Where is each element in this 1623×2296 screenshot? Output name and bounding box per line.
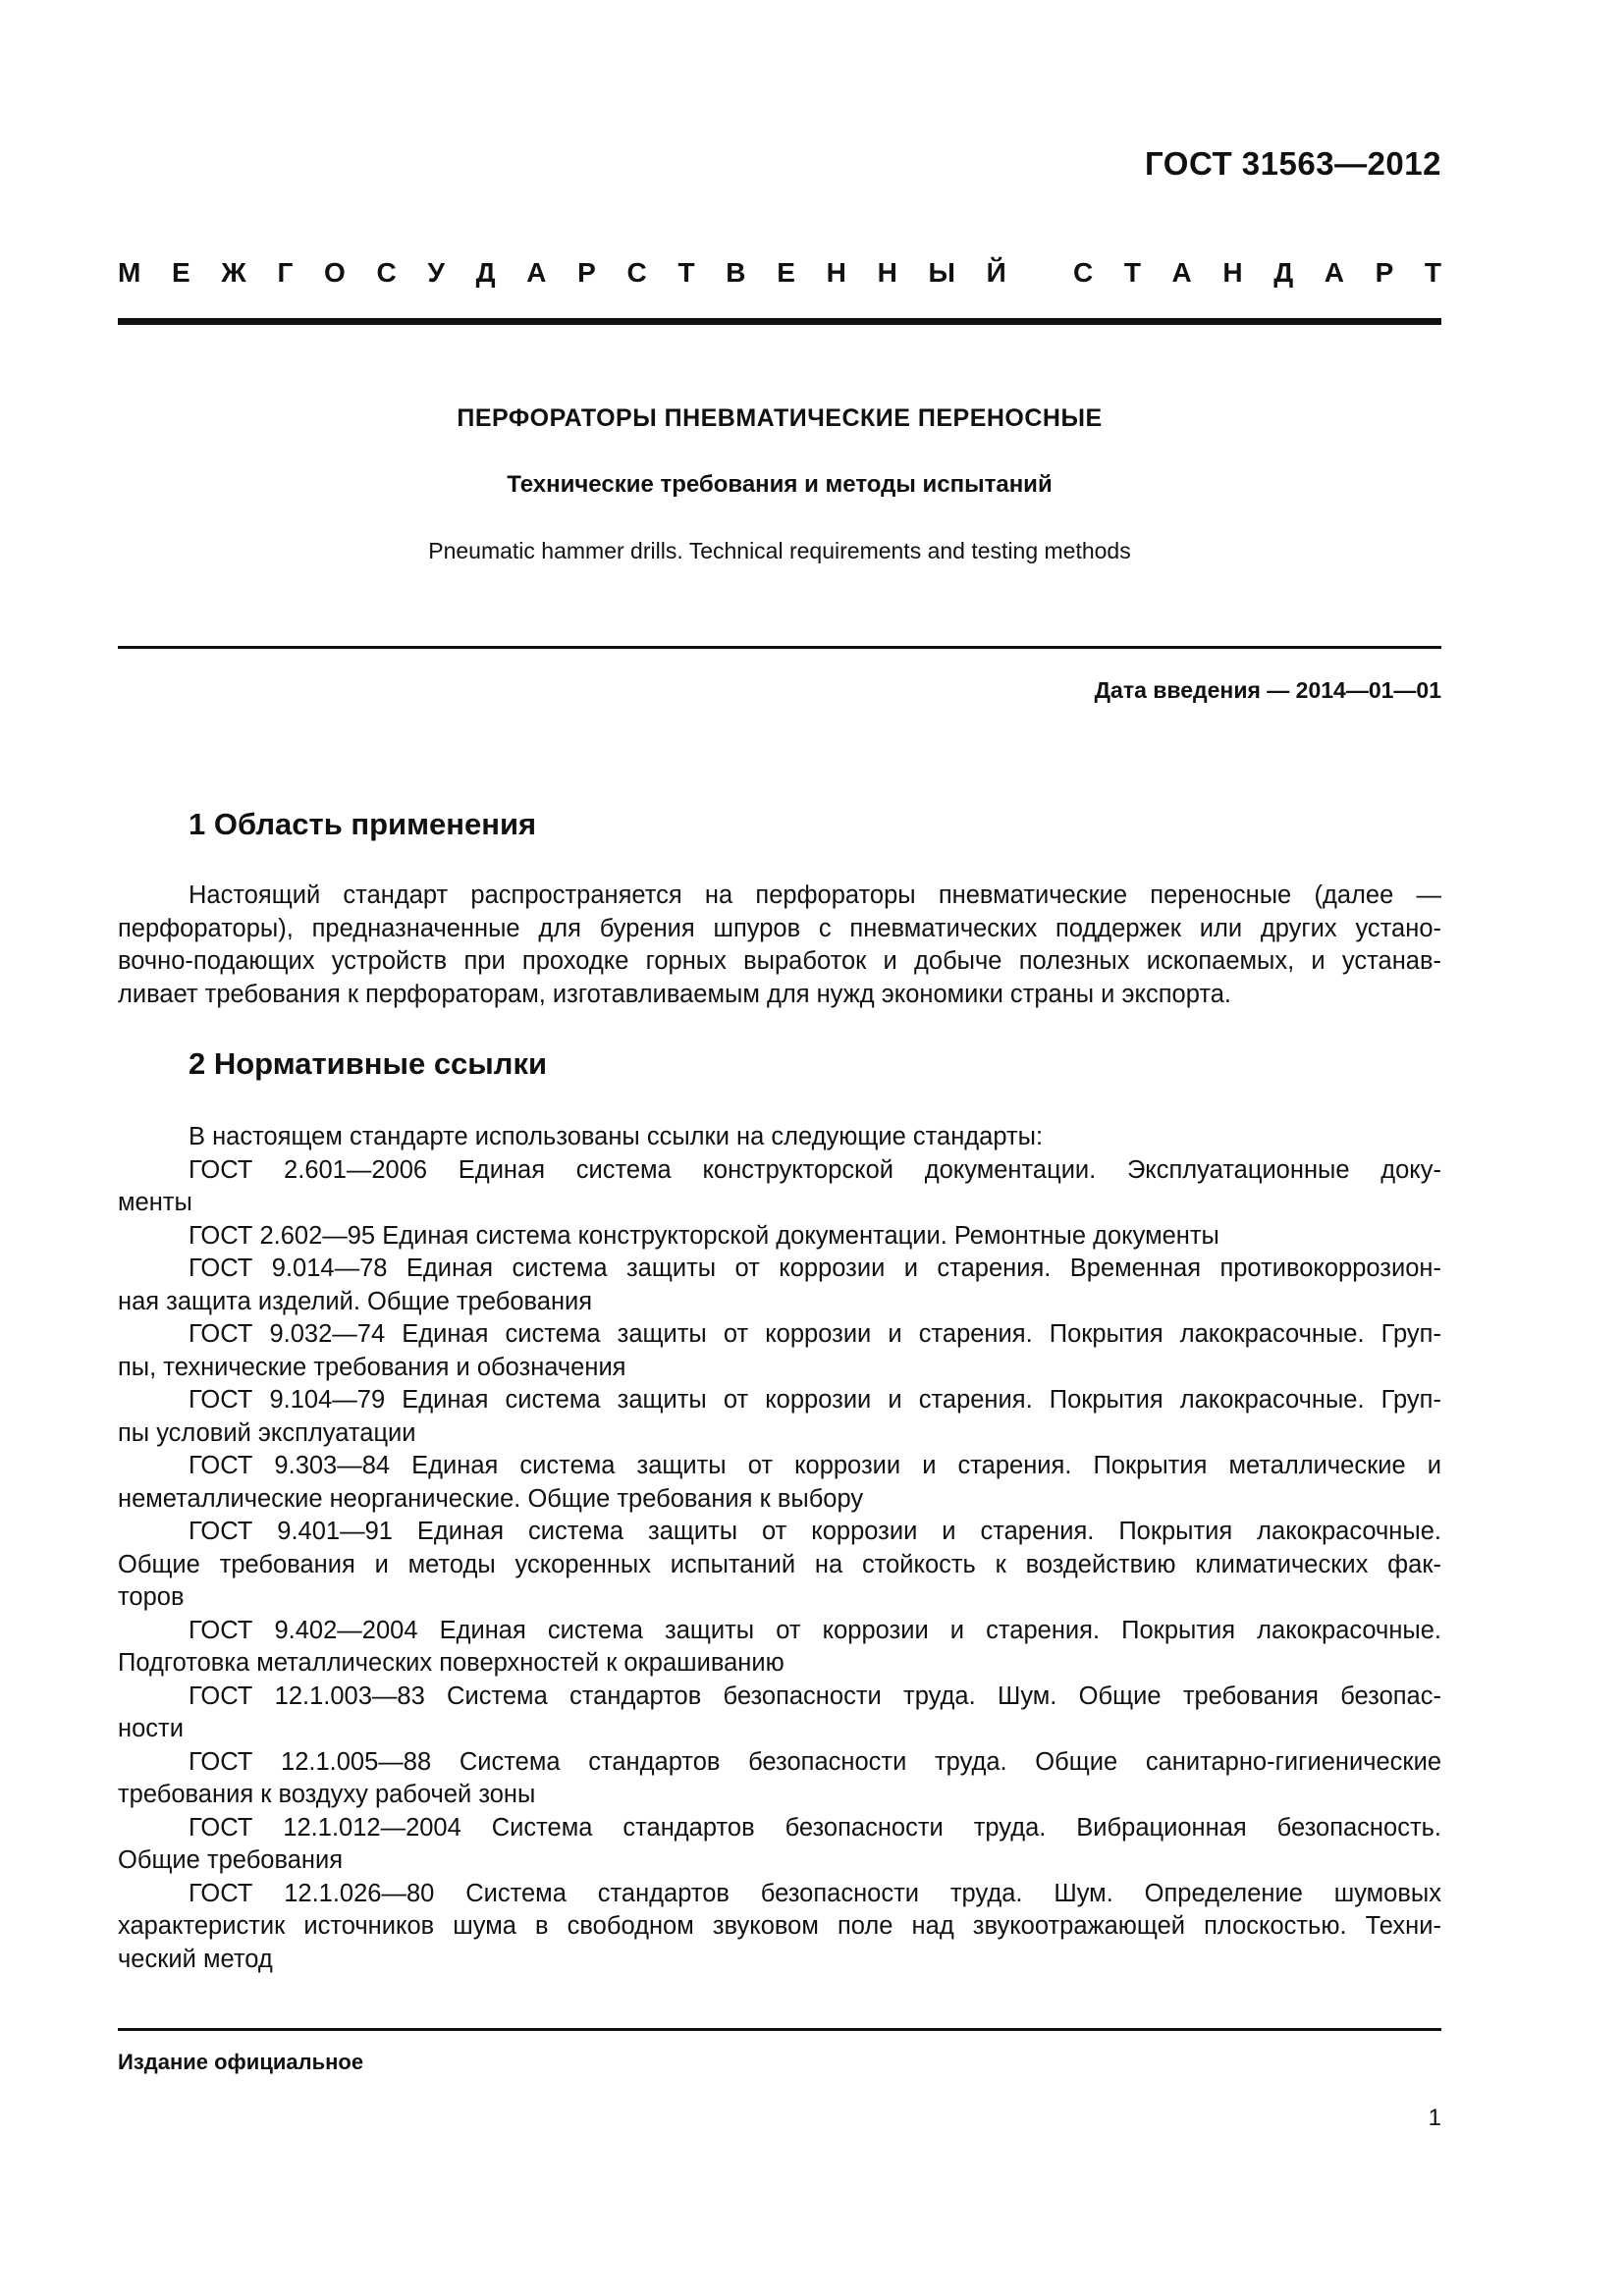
reference-line: ГОСТ 12.1.003—83 Система стандартов безопасности труда. Шум. Общие требования безопас- [189,1682,1441,1710]
page-number: 1 [1428,2105,1441,2131]
reference-line: ГОСТ 9.014—78 Единая система защиты от коррозии и старения. Временная противокоррозион- [189,1255,1441,1282]
banner-letter: А [1324,257,1344,288]
footer-divider [118,2028,1441,2031]
reference-line: Общие требования и методы ускоренных испытаний на стойкость к воздействию климатических фак- [118,1550,1441,1578]
reference-line: ГОСТ 2.602—95 Единая система конструкторской документации. Ремонтные документы [189,1221,1219,1250]
reference-line: Подготовка металлических поверхностей к окрашиванию [118,1649,784,1677]
introduction-date: Дата введения — 2014—01—01 [1094,677,1441,703]
reference-line: торов [118,1583,185,1611]
reference-line: ГОСТ 9.401—91 Единая система защиты от коррозии и старения. Покрытия лакокрасочные. [189,1518,1441,1545]
document-title: ПЕРФОРАТОРЫ ПНЕВМАТИЧЕСКИЕ ПЕРЕНОСНЫЕ [457,404,1103,432]
banner-letter: С [1073,257,1094,288]
banner-letter: С [626,257,647,288]
reference-line: пы, технические требования и обозначения [118,1353,626,1381]
banner-letter: С [376,257,397,288]
banner-letter: Д [475,257,496,288]
text-line: вочно-подающих устройств при проходке горных выработок и добыче полезных ископаемых, и устанав- [118,947,1441,975]
reference-line: пы условий эксплуатации [118,1418,416,1447]
document-number: ГОСТ 31563—2012 [1145,145,1441,182]
banner-letter: Е [777,257,795,288]
banner-letter: Р [577,257,596,288]
banner-letter: Ж [221,257,246,288]
banner-letter: О [324,257,346,288]
document-subtitle: Технические требования и методы испытаний [507,471,1053,498]
banner-letter: Ы [928,257,955,288]
banner-word-interstate [118,257,1006,289]
reference-line: ГОСТ 2.601—2006 Единая система конструкторской документации. Эксплуатационные доку- [189,1155,1441,1184]
banner-letter: Й [986,257,1006,288]
reference-line: ческий метод [118,1945,273,1973]
text-line: ливает требования к перфораторам, изготавливаемым для нужд экономики страны и экспорта. [118,980,1231,1008]
reference-line: ГОСТ 9.303—84 Единая система защиты от коррозии и старения. Покрытия металлические и [189,1452,1441,1479]
banner-letter: Н [1222,257,1243,288]
banner-letter: Н [826,257,846,288]
reference-line: ГОСТ 12.1.012—2004 Система стандартов безопасности труда. Вибрационная безопасность. [189,1813,1441,1842]
banner-letter: А [526,257,547,288]
reference-line: неметаллические неорганические. Общие требования к выбору [118,1484,864,1513]
reference-line: ГОСТ 12.1.026—80 Система стандартов безопасности труда. Шум. Определение шумовых [189,1879,1441,1907]
banner-letter: А [1171,257,1192,288]
english-title: Pneumatic hammer drills. Technical requirements and testing methods [428,538,1131,563]
title-divider [118,646,1441,649]
text-line: перфораторы), предназначенные для бурения шпуров с пневматических поддержек или других устано- [118,914,1441,942]
banner-letter: М [118,257,141,288]
header-divider [118,318,1441,325]
text-line: В настоящем стандарте использованы ссылки на следующие стандарты: [189,1123,1044,1150]
text-line: Настоящий стандарт распространяется на перфораторы пневматические переносные (далее — [189,881,1441,909]
banner-letter: Е [172,257,190,288]
section-heading-scope: 1 Область применения [189,807,537,841]
banner-letter: В [726,257,746,288]
reference-line: ГОСТ 9.032—74 Единая система защиты от коррозии и старения. Покрытия лакокрасочные. Груп- [189,1320,1441,1348]
section-heading-references: 2 Нормативные ссылки [189,1046,548,1081]
reference-line: требования к воздуху рабочей зоны [118,1781,536,1808]
reference-line: Общие требования [118,1846,344,1874]
reference-line: характеристик источников шума в свободном звуковом поле над звукоотражающей плоскостью. Техни- [118,1912,1441,1940]
banner-word-standard [1073,257,1441,289]
banner-letter: Т [677,257,695,288]
banner-letter: Д [1273,257,1294,288]
reference-line: менты [118,1189,192,1216]
section-scope-text [118,880,1441,1011]
banner-letter: Р [1375,257,1394,288]
reference-line: ности [118,1715,184,1742]
banner-letter: Н [877,257,897,288]
reference-line: ГОСТ 9.402—2004 Единая система защиты от коррозии и старения. Покрытия лакокрасочные. [189,1616,1441,1644]
banner-letter: Т [1123,257,1141,288]
banner-letter: Г [277,257,294,288]
banner-letter: Т [1424,257,1441,288]
reference-line: ГОСТ 9.104—79 Единая система защиты от коррозии и старения. Покрытия лакокрасочные. Груп- [189,1386,1441,1414]
standard-banner [118,257,1441,289]
reference-line: ГОСТ 12.1.005—88 Система стандартов безопасности труда. Общие санитарно-гигиенические [189,1747,1441,1776]
reference-line: ная защита изделий. Общие требования [118,1287,593,1315]
section-references-text [118,1121,1441,1976]
official-edition-label: Издание официальное [118,2050,364,2074]
banner-letter: У [427,257,445,288]
